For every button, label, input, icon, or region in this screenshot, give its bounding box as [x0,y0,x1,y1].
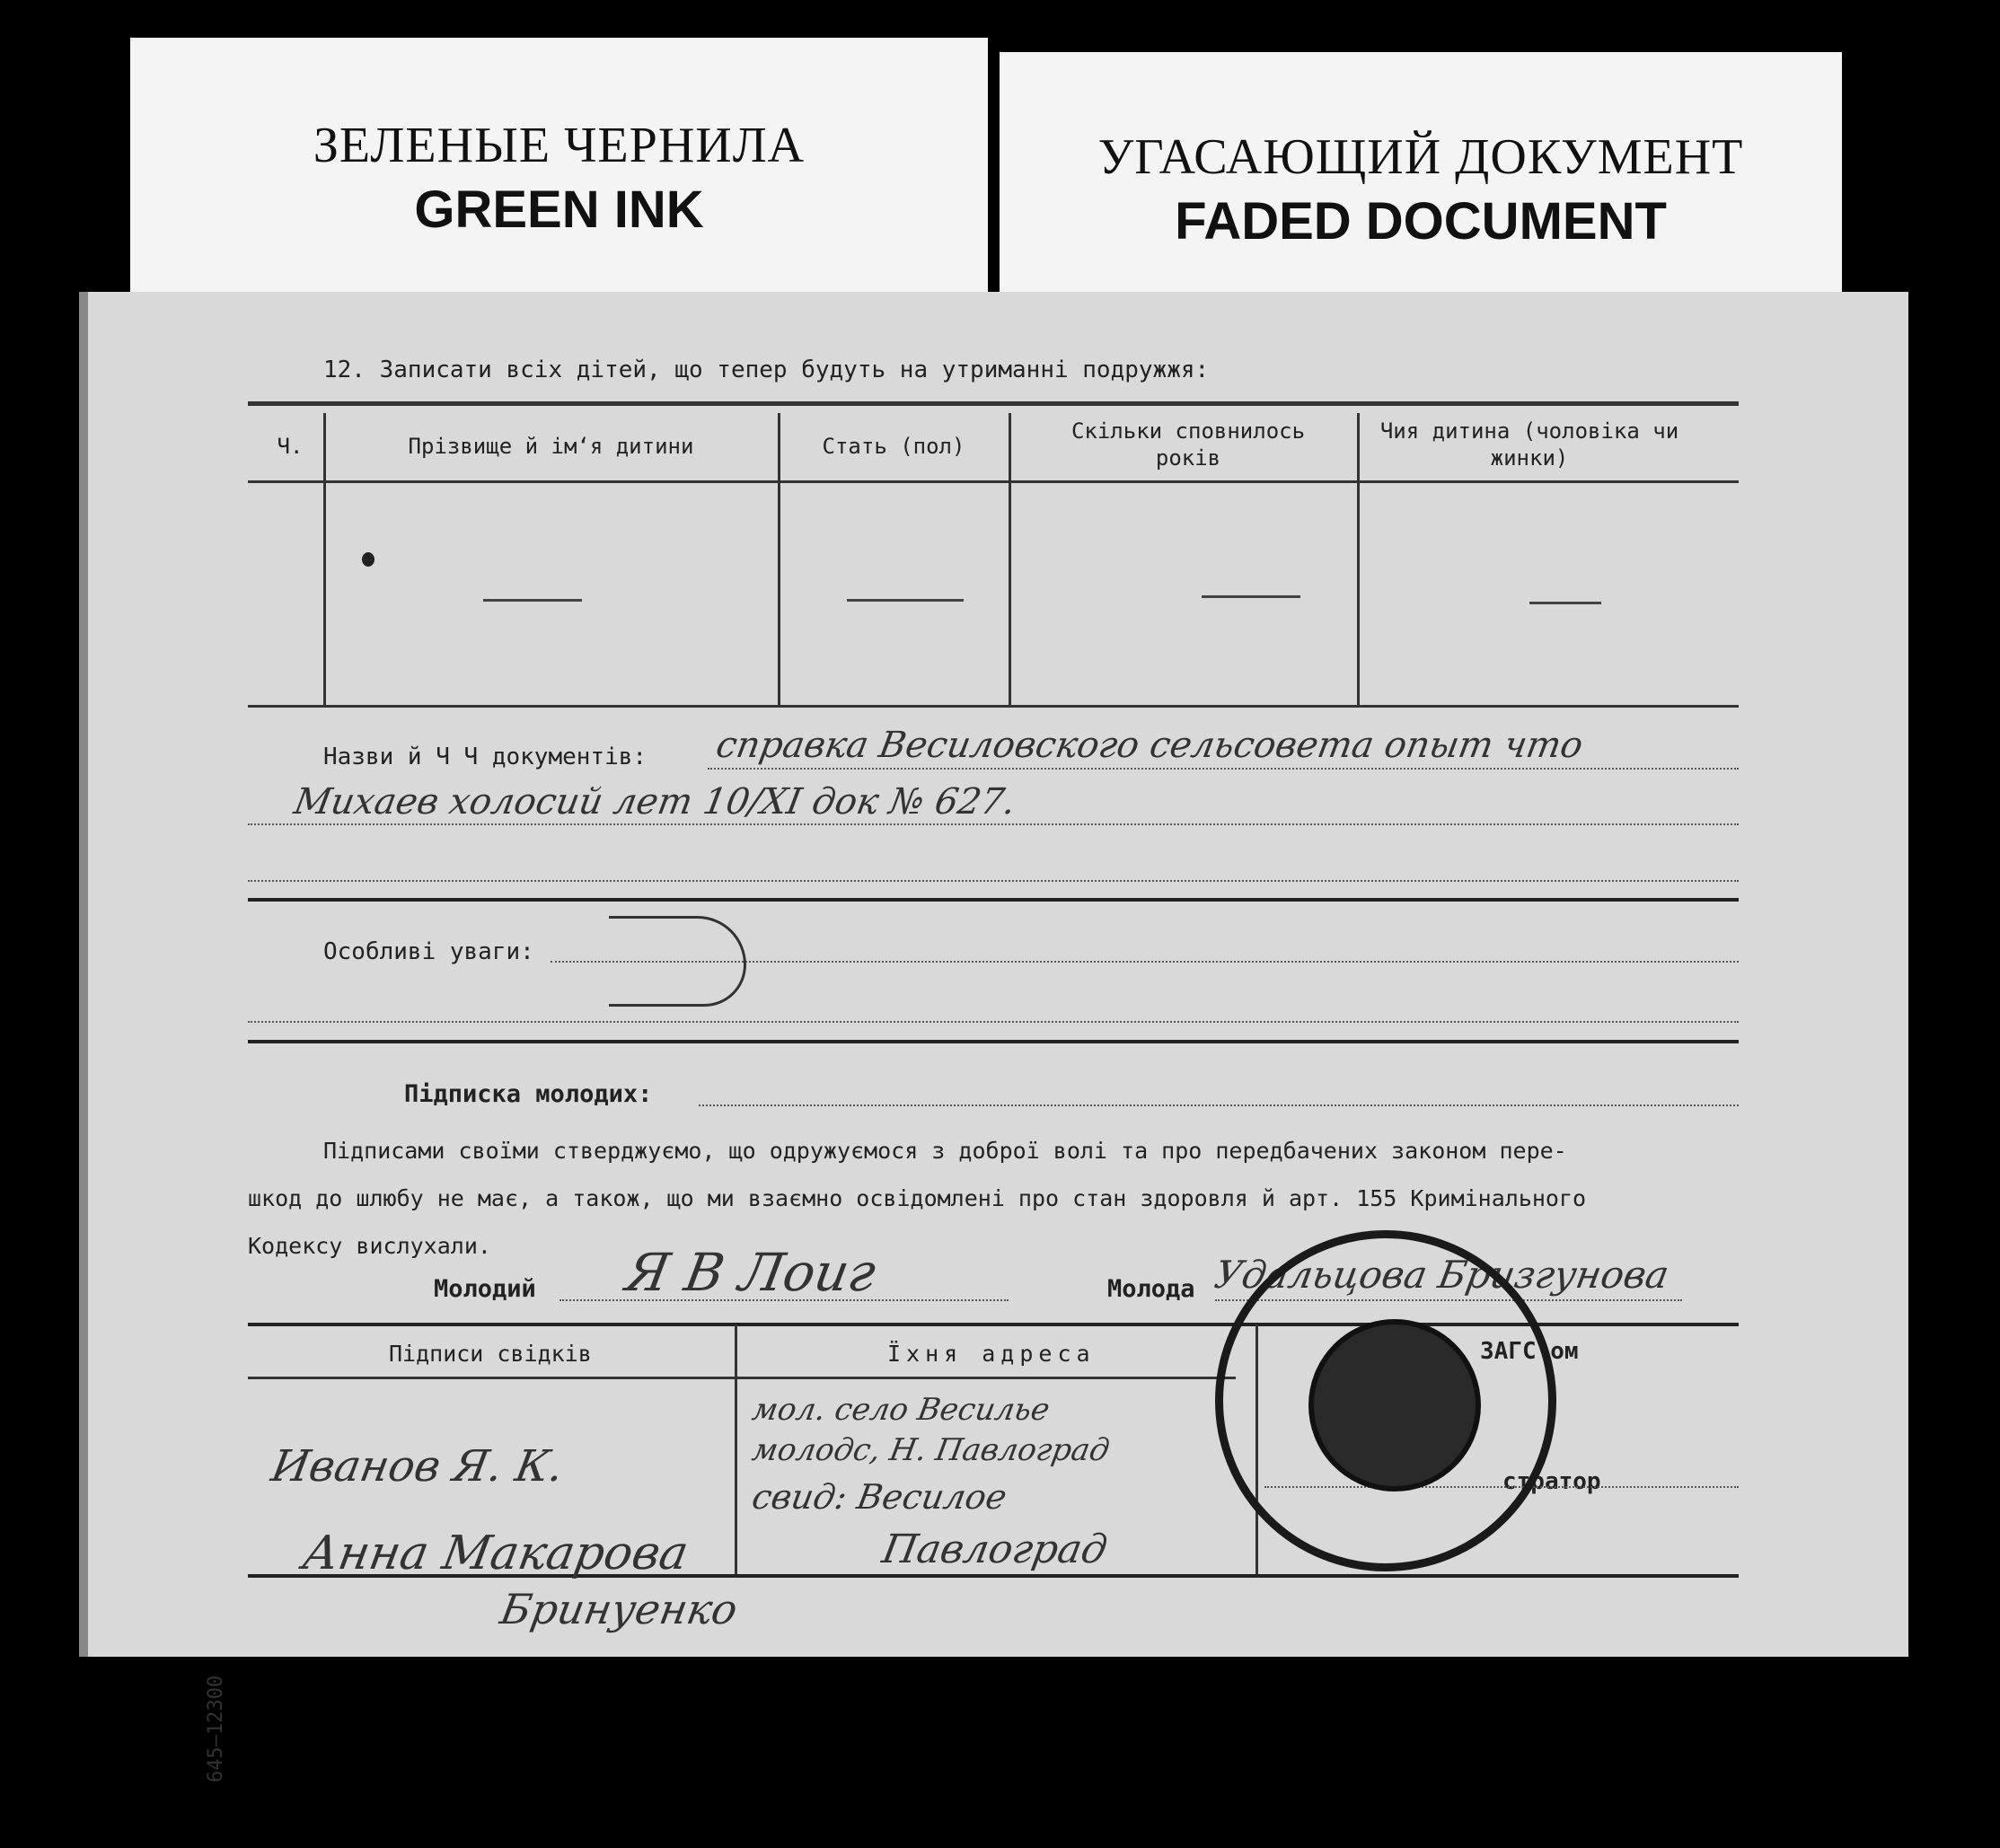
pledge-text-2: шкод до шлюбу не має, а також, що ми взаємно освідомлені про стан здоровля й арт. 155 Кримінального [248,1185,1587,1211]
pledge-text-1: Підписами своїми стверджуємо, що одружуємося з доброї волі та про передбачених законом пере- [323,1138,1567,1164]
address-header: Їхня адреса [887,1341,1096,1367]
bride-label: Молода [1107,1275,1195,1303]
witnesses-header: Підписи свідків [389,1341,592,1367]
groom-label: Молодий [434,1275,536,1303]
table-col-divider [1009,413,1011,705]
pledge-line [699,1104,1739,1106]
faded-document-tag-ru: УГАСАЮЩИЙ ДОКУМЕНТ [1097,129,1744,185]
official-seal-stamp [1215,1230,1556,1571]
col-header-whose-child: Чия дитина (чоловіка чи жинки) [1379,418,1679,471]
faded-document-tag-en: FADED DOCUMENT [1175,192,1667,251]
table-top-rule [248,401,1739,406]
witness-2-signature: Анна Макарова [298,1527,692,1580]
witness-address-4: Павлоград [878,1527,1111,1572]
col-header-number: Ч. [277,434,304,459]
table-col-divider [323,413,326,705]
ink-blot [362,552,374,567]
registrar-label: стратор [1502,1468,1601,1495]
witness-2-surname: Бринуенко [497,1585,742,1633]
form-code: 645—12300 [205,1675,227,1782]
documents-line-3 [248,880,1739,882]
seal-emblem-icon [1308,1319,1481,1492]
empty-mark [1529,602,1601,604]
pledge-text-3: Кодексу вислухали. [248,1233,491,1259]
table-col-divider [1357,413,1360,705]
empty-mark [1202,595,1300,598]
zags-label: ЗАГС'ом [1480,1338,1579,1365]
documents-label: Назви й Ч Ч документів: [323,744,648,770]
witness-address-1: мол. село Весилье [749,1392,1053,1428]
remarks-label: Особливі уваги: [323,938,534,965]
documents-handwriting-1: справка Весиловского сельсовета опыт что [712,725,1587,766]
documents-line-2 [248,823,1739,825]
table-bottom-rule [248,705,1739,708]
col-header-child-name: Прізвище й ім‘я дитини [408,434,694,459]
witness-header-rule [248,1377,1236,1379]
form-sheet [79,292,1908,1782]
documents-handwriting-2: Михаев холосий лет 10/XI док № 627. [290,781,1019,823]
pledge-label: Підписка молодих: [404,1080,653,1108]
bride-signature: Удальцова Бризгунова [1211,1253,1673,1297]
table-col-divider [778,413,780,705]
witness-address-3: свид: Весилое [749,1477,1010,1517]
green-ink-tag-en: GREEN INK [414,180,704,239]
faded-document-tag [1000,52,1842,298]
empty-mark [847,599,964,602]
witness-1-signature: Иванов Я. К. [268,1441,568,1492]
section-rule [248,1040,1739,1043]
table-header-rule [248,480,1739,483]
col-header-age: Скільки сповнилось років [1070,418,1306,471]
groom-signature: Я В Лоиг [621,1242,881,1303]
green-ink-tag [130,38,988,298]
col-header-sex: Стать (пол) [822,434,965,459]
section-rule [248,898,1739,902]
documents-line-1 [708,768,1739,770]
remarks-line-2 [248,1021,1739,1023]
green-ink-tag-ru: ЗЕЛЕНЫЕ ЧЕРНИЛА [313,118,806,173]
remarks-dash-stroke [609,916,746,1007]
empty-mark [483,599,582,602]
section-heading: 12. Записати всіх дітей, що тепер будуть на утриманні подружжя: [323,356,1210,383]
witness-address-2: молодс, Н. Павлоград [749,1432,1113,1468]
witness-col-divider [735,1324,737,1576]
